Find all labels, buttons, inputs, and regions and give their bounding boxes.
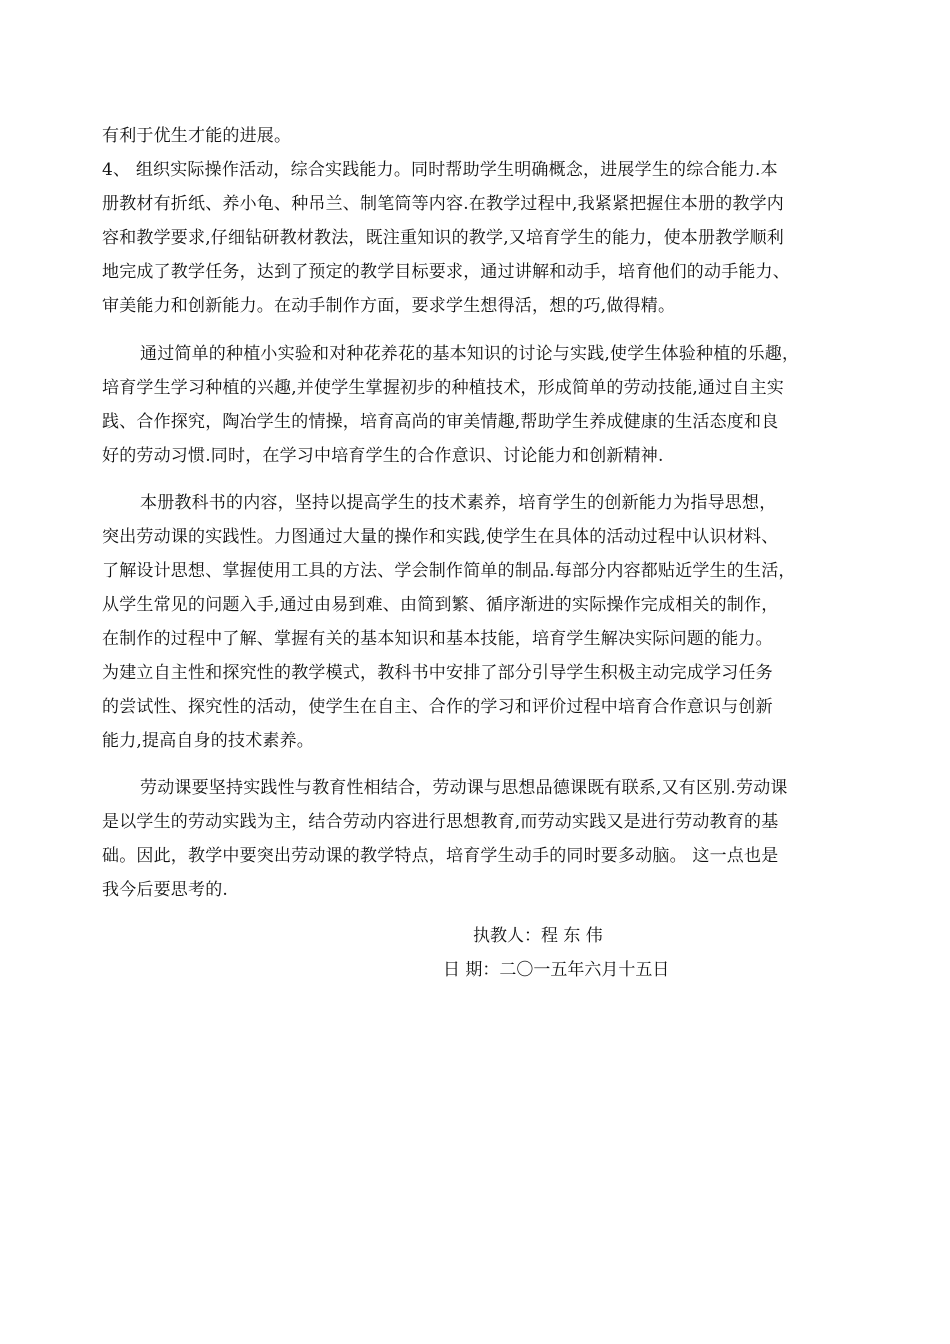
teacher-signature: 执教人：程 东 伟 bbox=[473, 926, 603, 946]
text-line: 有利于优生才能的进展。 bbox=[102, 126, 292, 146]
text-line: 为建立自主性和探究性的教学模式，教科书中安排了部分引导学生积极主动完成学习任务 bbox=[102, 663, 773, 683]
text-line: 在制作的过程中了解、掌握有关的基本知识和基本技能，培育学生解决实际问题的能力。 bbox=[102, 629, 773, 649]
text-line: 劳动课要坚持实践性与教育性相结合，劳动课与思想品德课既有联系,又有区别.劳动课 bbox=[140, 778, 788, 798]
text-line: 地完成了教学任务，达到了预定的教学目标要求，通过讲解和动手，培育他们的动手能力、 bbox=[102, 262, 790, 282]
text-line: 本册教科书的内容，坚持以提高学生的技术素养，培育学生的创新能力为指导思想， bbox=[140, 493, 777, 513]
text-line: 的尝试性、探究性的活动，使学生在自主、合作的学习和评价过程中培育合作意识与创新 bbox=[102, 697, 773, 717]
text-line: 了解设计思想、掌握使用工具的方法、学会制作简单的制品.每部分内容都贴近学生的生活， bbox=[102, 561, 796, 581]
text-line: 础。因此，教学中要突出劳动课的教学特点，培育学生动手的同时要多动脑。 这一点也是 bbox=[102, 846, 779, 866]
text-line: 是以学生的劳动实践为主，结合劳动内容进行思想教育,而劳动实践又是进行劳动教育的基 bbox=[102, 812, 779, 832]
text-line: 通过简单的种植小实验和对种花养花的基本知识的讨论与实践,使学生体验种植的乐趣， bbox=[140, 344, 800, 364]
text-line: 4、 组织实际操作活动，综合实践能力。同时帮助学生明确概念，进展学生的综合能力.本 bbox=[102, 160, 778, 180]
text-line: 能力,提高自身的技术素养。 bbox=[102, 731, 315, 751]
text-line: 我今后要思考的. bbox=[102, 880, 229, 900]
text-line: 容和教学要求,仔细钻研教材教法，既注重知识的教学,又培育学生的能力，使本册教学顺利 bbox=[102, 228, 785, 248]
text-line: 好的劳动习惯.同时，在学习中培育学生的合作意识、讨论能力和创新精神. bbox=[102, 446, 664, 466]
text-line: 践、合作探究，陶冶学生的情操，培育高尚的审美情趣,帮助学生养成健康的生活态度和良 bbox=[102, 412, 779, 432]
text-line: 培育学生学习种植的兴趣,并使学生掌握初步的种植技术，形成简单的劳动技能,通过自主实 bbox=[102, 378, 785, 398]
signature-date: 日 期：二〇一五年六月十五日 bbox=[443, 960, 670, 980]
text-line: 册教材有折纸、养小龟、种吊兰、制笔筒等内容.在教学过程中,我紧紧把握住本册的教学内 bbox=[102, 194, 785, 214]
text-line: 从学生常见的问题入手,通过由易到难、由简到繁、循序渐进的实际操作完成相关的制作， bbox=[102, 595, 779, 615]
text-line: 突出劳动课的实践性。力图通过大量的操作和实践,使学生在具体的活动过程中认识材料、 bbox=[102, 527, 779, 547]
text-line: 审美能力和创新能力。在动手制作方面，要求学生想得活，想的巧,做得精。 bbox=[102, 296, 676, 316]
